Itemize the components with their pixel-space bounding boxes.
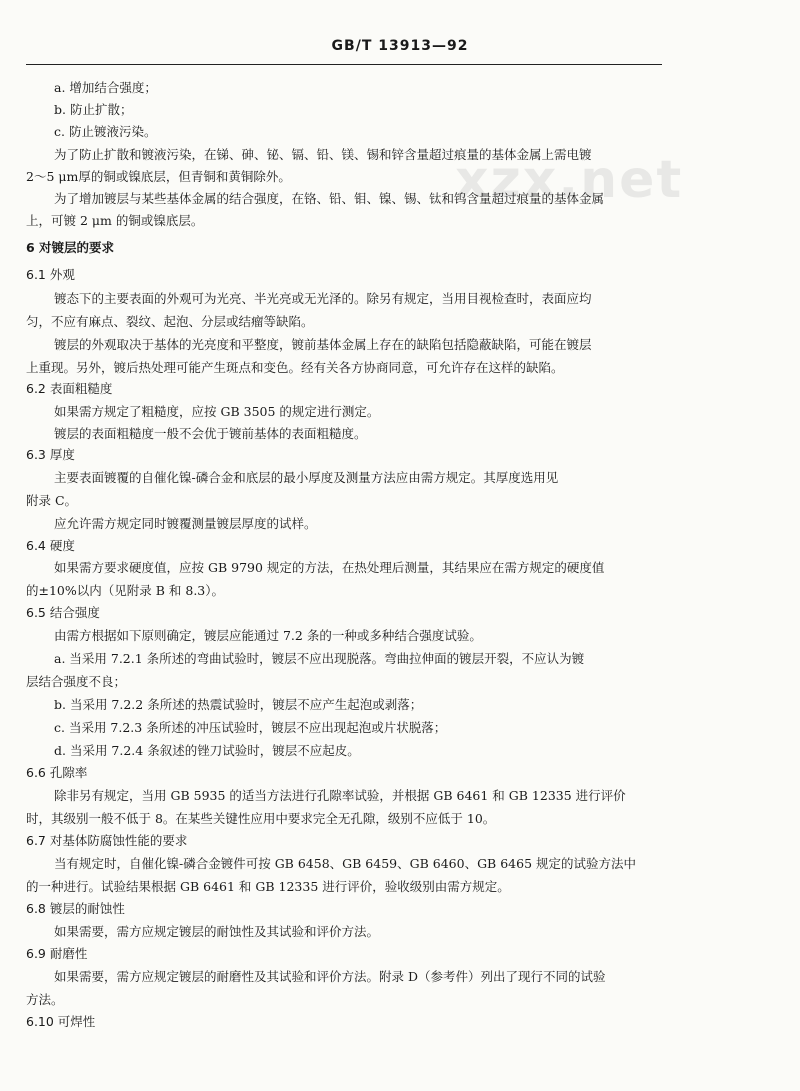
subsection-heading: 6.6 孔隙率 (26, 765, 88, 780)
paragraph-line: 的±10%以内（见附录 B 和 8.3）。 (26, 583, 224, 598)
subsection-heading: 6.7 对基体防腐蚀性能的要求 (26, 833, 188, 848)
subsection-heading: 6.9 耐磨性 (26, 946, 88, 961)
paragraph-line: 镀层的外观取决于基体的光亮度和平整度，镀前基体金属上存在的缺陷包括隐蔽缺陷，可能在镀层 (54, 337, 592, 352)
list-item: c. 防止镀液污染。 (54, 124, 157, 139)
list-item: a. 增加结合强度； (54, 80, 157, 95)
subsection-heading: 6.2 表面粗糙度 (26, 381, 113, 396)
paragraph-line: 镀态下的主要表面的外观可为光亮、半光亮或无光泽的。除另有规定，当用目视检查时，表面应均 (54, 291, 592, 306)
subsection-heading: 6.5 结合强度 (26, 605, 100, 620)
paragraph-line: 如果需要，需方应规定镀层的耐蚀性及其试验和评价方法。 (54, 924, 380, 939)
paragraph-line: 当有规定时，自催化镍-磷合金镀件可按 GB 6458、GB 6459、GB 6460、GB 6465 规定的试验方法中 (54, 856, 636, 871)
paragraph-line: 如果需方要求硬度值，应按 GB 9790 规定的方法，在热处理后测量，其结果应在需方规定的硬度值 (54, 560, 605, 575)
paragraph-line: 如果需要，需方应规定镀层的耐磨性及其试验和评价方法。附录 D（参考件）列出了现行不同的试验 (54, 969, 606, 984)
page-header: GB/T 13913—92 (331, 38, 469, 54)
paragraph-line: 方法。 (26, 992, 64, 1007)
header-rule (26, 64, 662, 65)
paragraph-line: 的一种进行。试验结果根据 GB 6461 和 GB 12335 进行评价，验收级别由需方规定。 (26, 879, 510, 894)
paragraph-line: 镀层的表面粗糙度一般不会优于镀前基体的表面粗糙度。 (54, 426, 367, 441)
paragraph-line: 上重现。另外，镀后热处理可能产生斑点和变色。经有关各方协商同意，可允许存在这样的缺陷。 (26, 360, 564, 375)
subsection-heading: 6.1 外观 (26, 267, 75, 282)
paragraph-line: 时，其级别一般不低于 8。在某些关键性应用中要求完全无孔隙，级别不应低于 10。 (26, 811, 496, 826)
paragraph-line: 层结合强度不良； (26, 674, 127, 689)
list-item: b. 当采用 7.2.2 条所述的热震试验时，镀层不应产生起泡或剥落； (54, 697, 423, 712)
paragraph-line: 由需方根据如下原则确定，镀层应能通过 7.2 条的一种或多种结合强度试验。 (54, 628, 482, 643)
paragraph-line: 主要表面镀覆的自催化镍-磷合金和底层的最小厚度及测量方法应由需方规定。其厚度选用见 (54, 470, 559, 485)
paragraph-line: 上，可镀 2 μm 的铜或镍底层。 (26, 213, 204, 228)
paragraph-line: 匀，不应有麻点、裂纹、起泡、分层或结瘤等缺陷。 (26, 314, 314, 329)
watermark: xzx.net (455, 150, 684, 210)
list-item: b. 防止扩散； (54, 102, 133, 117)
paragraph-line: 应允许需方规定同时镀覆测量镀层厚度的试样。 (54, 516, 317, 531)
paragraph-line: 2～5 μm厚的铜或镍底层，但青铜和黄铜除外。 (26, 169, 291, 184)
paragraph-line: 如果需方规定了粗糙度，应按 GB 3505 的规定进行测定。 (54, 404, 380, 419)
paragraph-line: 为了防止扩散和镀液污染，在锑、砷、铋、镉、铅、镁、锡和锌含量超过痕量的基体金属上需电镀 (54, 147, 592, 162)
paragraph-line: 附录 C。 (26, 493, 78, 508)
paragraph-line: 为了增加镀层与某些基体金属的结合强度，在铬、铅、钼、镍、锡、钛和钨含量超过痕量的基体金属 (54, 191, 605, 206)
paragraph-line: 除非另有规定，当用 GB 5935 的适当方法进行孔隙率试验，并根据 GB 6461 和 GB 12335 进行评价 (54, 788, 626, 803)
subsection-heading: 6.8 镀层的耐蚀性 (26, 901, 125, 916)
list-item: c. 当采用 7.2.3 条所述的冲压试验时，镀层不应出现起泡或片状脱落； (54, 720, 447, 735)
subsection-heading: 6.10 可焊性 (26, 1014, 96, 1029)
list-item: d. 当采用 7.2.4 条叙述的锉刀试验时，镀层不应起皮。 (54, 743, 360, 758)
section-heading: 6 对镀层的要求 (26, 240, 115, 255)
subsection-heading: 6.3 厚度 (26, 447, 75, 462)
subsection-heading: 6.4 硬度 (26, 538, 75, 553)
list-item: a. 当采用 7.2.1 条所述的弯曲试验时，镀层不应出现脱落。弯曲拉伸面的镀层开裂，不应认为镀 (54, 651, 585, 666)
